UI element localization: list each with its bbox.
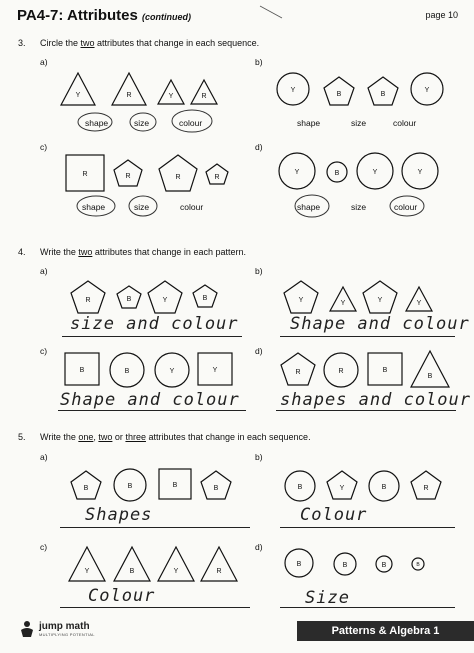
q5-underlined-one: one xyxy=(78,432,94,442)
q5a-shape-4-letter: B xyxy=(213,485,219,492)
q5b-shape-2 xyxy=(326,470,358,500)
q5b-shape-4-letter: R xyxy=(423,485,429,492)
q5c-answer[interactable]: Colour xyxy=(88,586,156,606)
q3c-label: c) xyxy=(40,142,48,152)
q4a-shape-2-letter: B xyxy=(126,296,132,303)
q4b-shape-3-letter: Y xyxy=(377,297,383,304)
q5-underlined-two: two xyxy=(98,432,113,442)
q3b-word-shape[interactable]: shape xyxy=(297,118,321,128)
q3c-shape-4-letter: R xyxy=(214,174,220,181)
q5d-shape-4-letter: B xyxy=(416,562,420,568)
q3a-shape-4 xyxy=(190,79,218,105)
q4d-shape-3-letter: B xyxy=(382,367,388,374)
q3a-label: a) xyxy=(40,57,48,67)
q5d-shape-4 xyxy=(411,557,425,571)
q4d-shape-2-letter: R xyxy=(338,368,344,375)
q3d-shape-2-letter: B xyxy=(334,170,340,177)
q4d-shape-3 xyxy=(367,352,403,386)
q3b-shape-2-letter: B xyxy=(336,91,342,98)
page-title xyxy=(17,7,191,24)
q4c-shape-3-letter: Y xyxy=(169,368,175,375)
q4b-shape-2 xyxy=(329,286,357,312)
q3a-word-colour[interactable]: colour xyxy=(179,118,203,128)
q5d-shape-3 xyxy=(375,555,393,573)
q5a-answer[interactable]: Shapes xyxy=(85,505,153,525)
q5c-shape-1-letter: Y xyxy=(84,568,90,575)
q4c-label: c) xyxy=(40,346,48,356)
q3a-shape-1-letter: Y xyxy=(75,92,81,99)
q4c-shape-4-letter: Y xyxy=(212,367,218,374)
logo-brand-text: jump math xyxy=(39,621,90,632)
q4c-shape-4 xyxy=(197,352,233,386)
q3d-word-shape[interactable]: shape xyxy=(297,202,321,212)
q4d-shape-1 xyxy=(280,352,316,386)
q5c-shape-4 xyxy=(200,546,238,582)
q4a-label: a) xyxy=(40,266,48,276)
q4d-label: d) xyxy=(255,346,263,356)
q5-pre: Write the xyxy=(40,432,79,442)
q3d-word-size[interactable]: size xyxy=(351,202,367,212)
q3c-word-colour[interactable]: colour xyxy=(180,202,204,212)
q4c-shape-2 xyxy=(109,352,145,388)
q4d-answer-line xyxy=(276,410,456,411)
q3c-shape-2-letter: R xyxy=(125,173,131,180)
q4a-answer[interactable]: size and colour xyxy=(70,314,239,334)
q5d-answer-line xyxy=(280,607,455,608)
q4b-label: b) xyxy=(255,266,263,276)
q5c-label: c) xyxy=(40,542,48,552)
q4a-shape-4-letter: B xyxy=(202,295,208,302)
q4c-shape-3 xyxy=(154,352,190,388)
q4a-shape-3-letter: Y xyxy=(162,297,168,304)
q5c-shape-3 xyxy=(157,546,195,582)
q3b-shape-3-letter: B xyxy=(380,91,386,98)
jump-math-logo xyxy=(19,620,95,638)
q3a-circle-marks xyxy=(78,108,228,138)
q3d-label: d) xyxy=(255,142,263,152)
q4a-answer-line xyxy=(62,336,242,337)
q3c-shape-3 xyxy=(158,154,198,192)
q4-instruction xyxy=(40,247,246,257)
q5b-label: b) xyxy=(255,452,263,462)
q3a-word-size[interactable]: size xyxy=(134,118,150,128)
q4d-answer[interactable]: shapes and colour xyxy=(280,390,471,410)
q3a-shape-3 xyxy=(157,79,185,105)
q5b-answer-line xyxy=(280,527,455,528)
q3c-shape-4 xyxy=(205,163,229,185)
q3c-shape-1-letter: R xyxy=(82,171,88,178)
q4a-shape-1-letter: R xyxy=(85,297,91,304)
q3d-circle-marks xyxy=(290,190,430,222)
q5b-shape-4 xyxy=(410,470,442,500)
q5a-shape-2 xyxy=(113,468,147,502)
q5-mid1: , xyxy=(93,432,99,442)
q4b-shape-3 xyxy=(362,280,398,314)
figure-logo-icon xyxy=(19,620,35,638)
q4b-shape-1 xyxy=(283,280,319,314)
q5d-shape-2-letter: B xyxy=(342,562,348,569)
q5a-label: a) xyxy=(40,452,48,462)
q3d-shape-2 xyxy=(326,161,348,183)
q5c-shape-3-letter: Y xyxy=(173,568,179,575)
q4d-shape-4-letter: B xyxy=(427,373,433,380)
q4a-shape-4 xyxy=(192,284,218,308)
q4-number: 4. xyxy=(18,247,26,257)
q3b-label: b) xyxy=(255,57,263,67)
q5c-answer-line xyxy=(60,607,250,608)
q5-instruction xyxy=(40,432,311,442)
q5d-shape-1-letter: B xyxy=(296,561,302,568)
q5c-shape-2-letter: B xyxy=(129,568,135,575)
q3-post: attributes that change in each sequence. xyxy=(94,38,260,48)
q5b-shape-1-letter: B xyxy=(297,484,303,491)
q4c-shape-1-letter: B xyxy=(79,367,85,374)
q4b-shape-4 xyxy=(405,286,433,312)
q3-underlined: two xyxy=(80,38,95,48)
q5d-shape-1 xyxy=(284,548,314,578)
pen-mark-decoration xyxy=(258,2,288,22)
q5a-shape-4 xyxy=(200,470,232,500)
q5-post: attributes that change in each sequence. xyxy=(145,432,311,442)
q4b-answer-line xyxy=(280,336,455,337)
q4d-shape-1-letter: R xyxy=(295,369,301,376)
q3c-circle-marks xyxy=(76,192,166,222)
q3b-word-colour[interactable]: colour xyxy=(393,118,417,128)
q3c-word-size[interactable]: size xyxy=(134,202,150,212)
q3b-shape-2 xyxy=(323,76,355,106)
q3d-shape-3-letter: Y xyxy=(372,169,378,176)
q4b-shape-4-letter: Y xyxy=(416,300,422,307)
q3d-shape-1 xyxy=(278,152,316,190)
q5c-shape-1 xyxy=(68,546,106,582)
q4b-shape-1-letter: Y xyxy=(298,297,304,304)
q3a-shape-1 xyxy=(60,72,96,106)
q5b-answer[interactable]: Colour xyxy=(300,505,368,525)
q3b-shape-1-letter: Y xyxy=(290,87,296,94)
q5d-shape-2 xyxy=(333,552,357,576)
q3a-word-shape[interactable]: shape xyxy=(85,118,109,128)
q3d-shape-4-letter: Y xyxy=(417,169,423,176)
title-text: PA4-7: Attributes xyxy=(17,7,138,24)
q4a-shape-1 xyxy=(70,280,106,314)
q5c-shape-2 xyxy=(113,546,151,582)
q5-mid2: or xyxy=(112,432,126,442)
q3d-shape-3 xyxy=(356,152,394,190)
q5d-answer[interactable]: Size xyxy=(305,588,350,608)
q5-underlined-three: three xyxy=(125,432,146,442)
q5b-shape-3-letter: B xyxy=(381,484,387,491)
q5-number: 5. xyxy=(18,432,26,442)
q4a-shape-2 xyxy=(116,285,142,309)
q5a-shape-3 xyxy=(158,468,192,500)
q5d-shape-3-letter: B xyxy=(381,562,387,569)
q3c-shape-3-letter: R xyxy=(175,174,181,181)
q3c-shape-1 xyxy=(65,154,105,192)
q3-instruction xyxy=(40,38,259,48)
q4-pre: Write the xyxy=(40,247,79,257)
q5d-label: d) xyxy=(255,542,263,552)
q5a-shape-1 xyxy=(70,470,102,500)
q3b-shape-4-letter: Y xyxy=(424,87,430,94)
q3a-shape-3-letter: Y xyxy=(168,93,174,100)
q3d-shape-4 xyxy=(401,152,439,190)
q5a-shape-2-letter: B xyxy=(127,483,133,490)
title-subtitle: (continued) xyxy=(142,12,192,22)
q4c-shape-1 xyxy=(64,352,100,386)
q4d-shape-4 xyxy=(410,350,450,388)
q5b-shape-2-letter: Y xyxy=(339,485,345,492)
q4-underlined: two xyxy=(78,247,93,257)
page-number: page 10 xyxy=(425,10,458,20)
q5a-answer-line xyxy=(60,527,250,528)
q5c-shape-4-letter: R xyxy=(216,568,222,575)
q3a-shape-2 xyxy=(111,72,147,106)
q3b-shape-3 xyxy=(367,76,399,106)
q3c-shape-2 xyxy=(113,159,143,187)
q3c-word-shape[interactable]: shape xyxy=(82,202,106,212)
q4-post: attributes that change in each pattern. xyxy=(92,247,246,257)
q4a-shape-3 xyxy=(147,280,183,314)
q3b-word-size[interactable]: size xyxy=(351,118,367,128)
q3a-shape-4-letter: R xyxy=(201,93,207,100)
unit-banner: Patterns & Algebra 1 xyxy=(297,621,474,641)
q3a-shape-2-letter: R xyxy=(126,92,132,99)
q5a-shape-3-letter: B xyxy=(172,482,178,489)
q4b-answer[interactable]: Shape and colour xyxy=(290,314,470,334)
q3d-shape-1-letter: Y xyxy=(294,169,300,176)
q3-pre: Circle the xyxy=(40,38,81,48)
q4c-answer[interactable]: Shape and colour xyxy=(60,390,240,410)
q4c-shape-2-letter: B xyxy=(124,368,130,375)
q5b-shape-3 xyxy=(368,470,400,502)
logo-tagline: MULTIPLYING POTENTIAL xyxy=(39,632,95,637)
q5b-shape-1 xyxy=(284,470,316,502)
q4b-shape-2-letter: Y xyxy=(340,300,346,307)
q3b-shape-1 xyxy=(276,72,310,106)
q4d-shape-2 xyxy=(323,352,359,388)
q4c-answer-line xyxy=(58,410,246,411)
q3-number: 3. xyxy=(18,38,26,48)
q3b-shape-4 xyxy=(410,72,444,106)
q3d-word-colour[interactable]: colour xyxy=(394,202,418,212)
q5a-shape-1-letter: B xyxy=(83,485,89,492)
